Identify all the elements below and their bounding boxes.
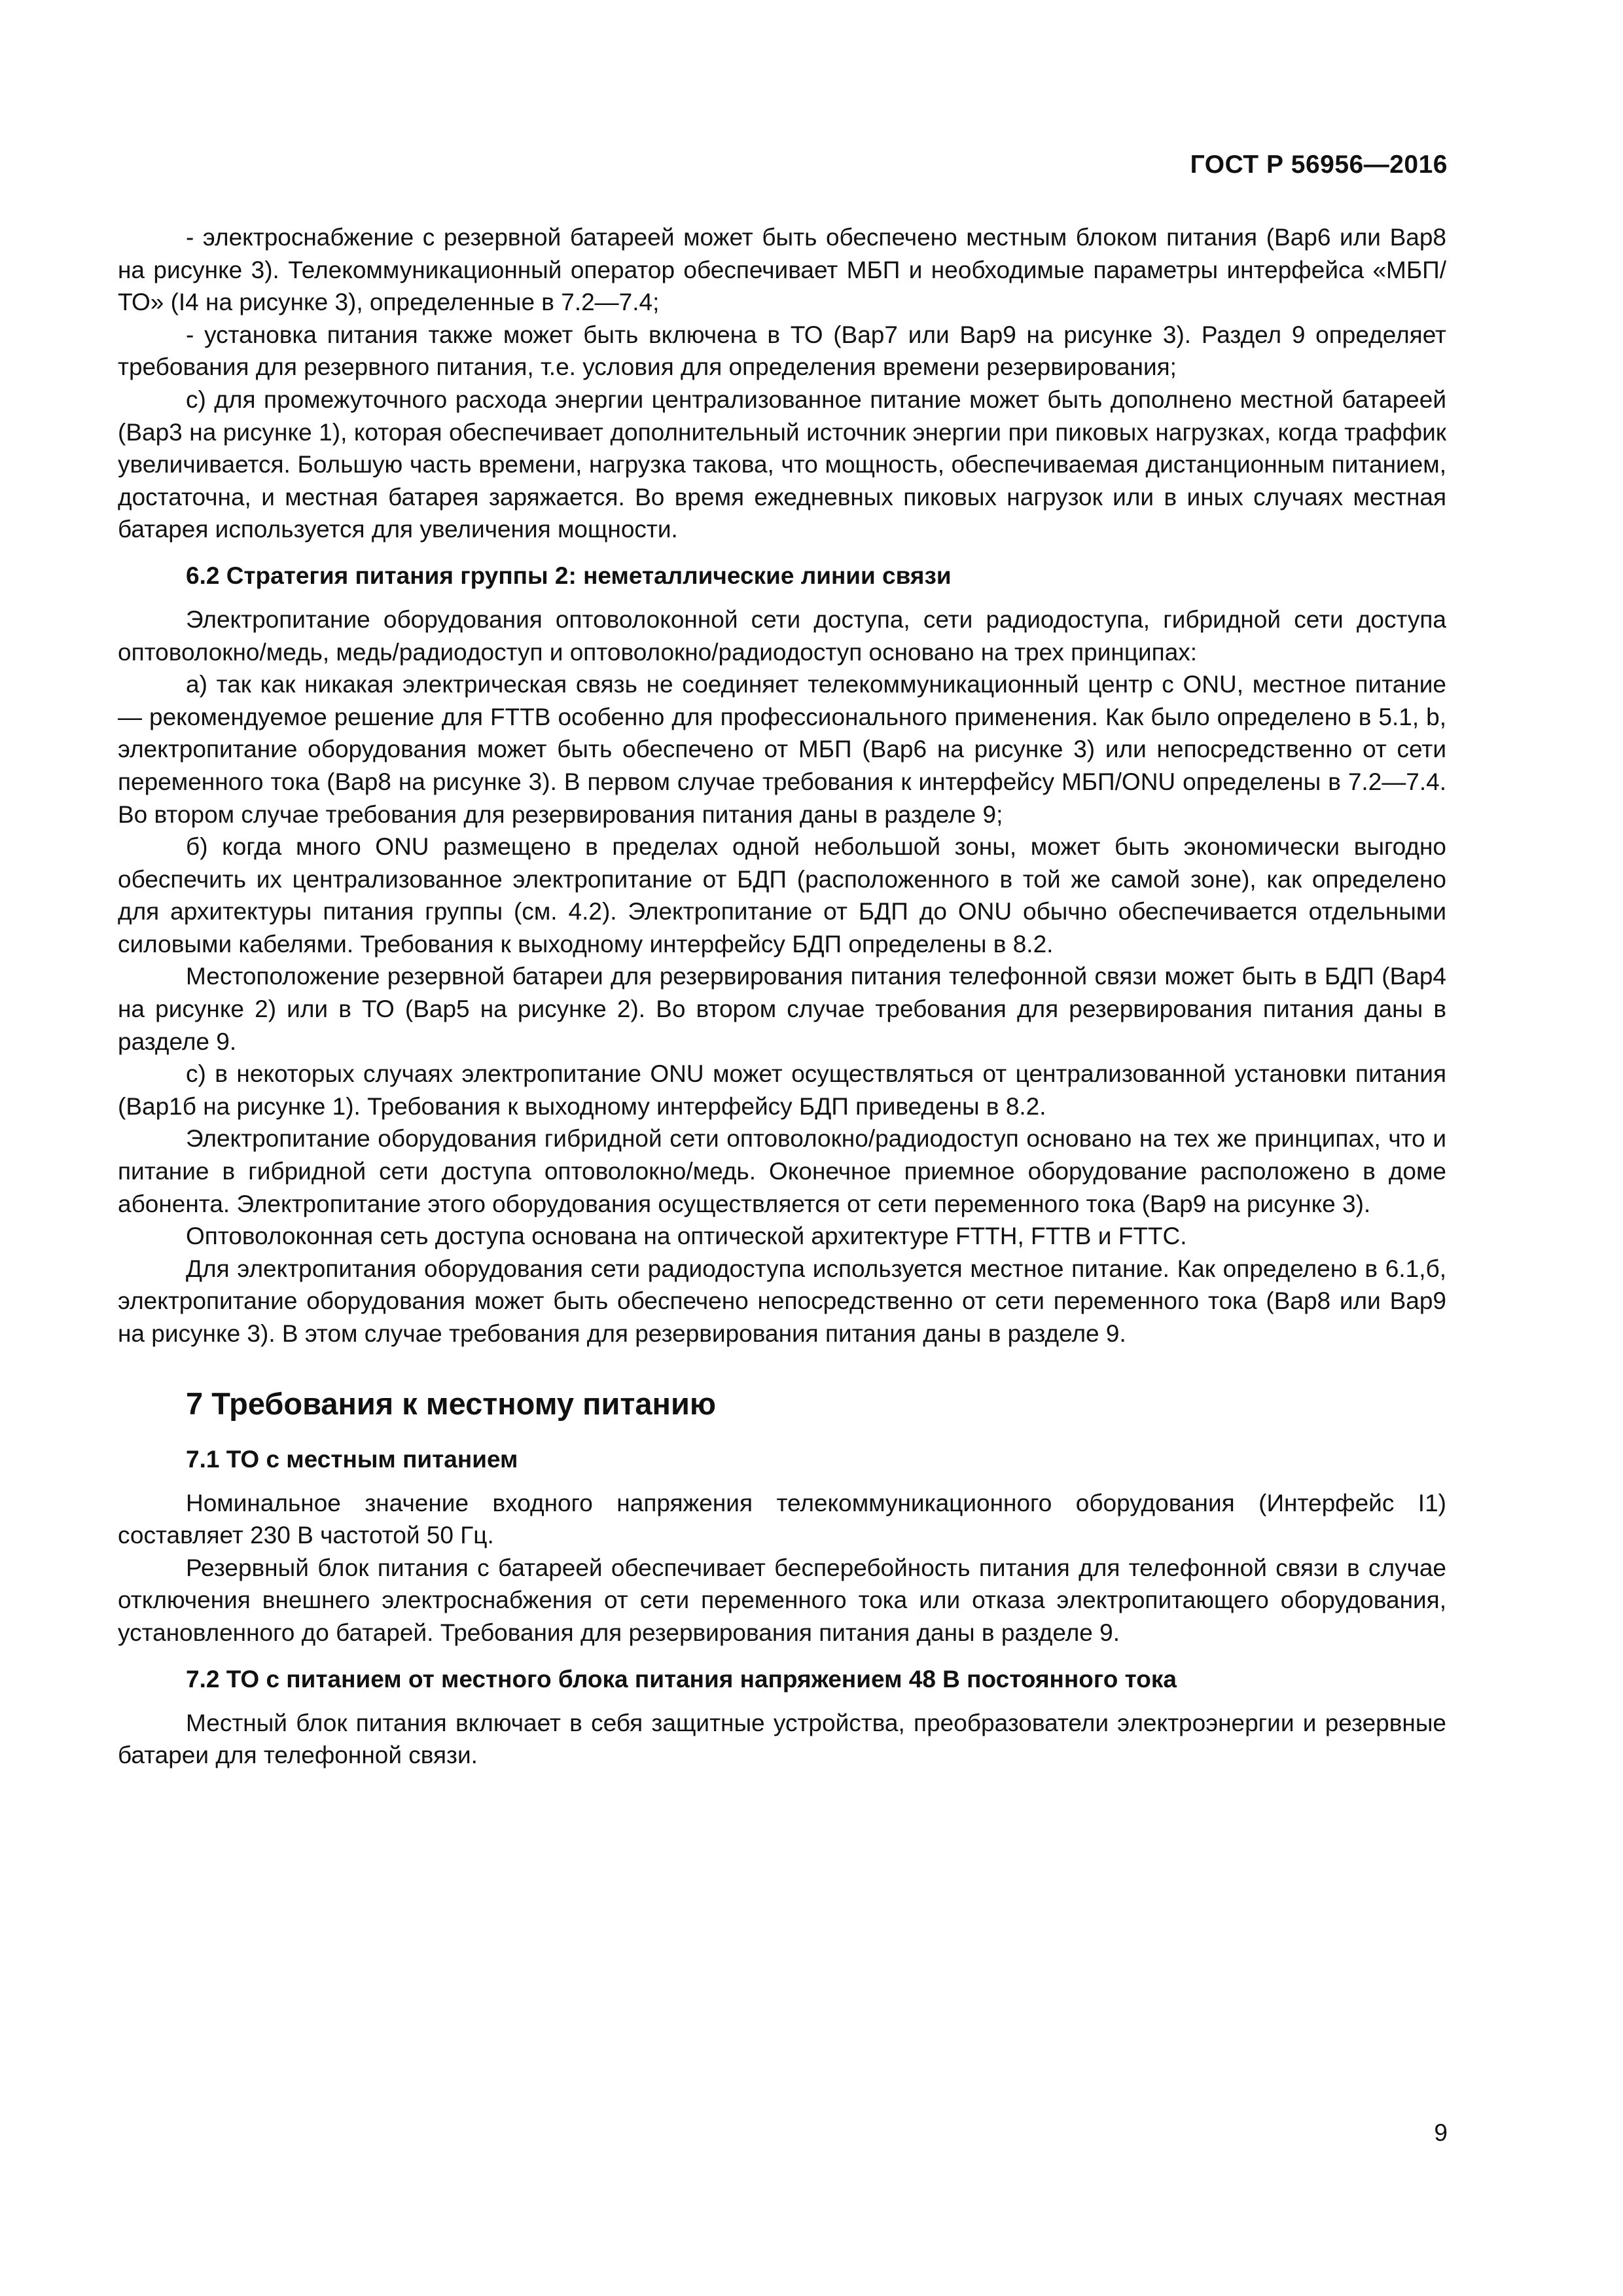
paragraph: - электроснабжение с резервной батареей может быть обеспечено местным блоком питания (Вар6 или Вар8 на рисунке 3). Телекоммуникационный оператор обеспечивает МБП и необходимые параметры интерфейса «МБП/ТО» (I4 на рисунке 3), определенные в 7.2—7.4; (118, 224, 1446, 316)
paragraph: Оптоволоконная сеть доступа основана на оптической архитектуре FTTH, FTTB и FTTC. (186, 1223, 1187, 1250)
paragraph: Номинальное значение входного напряжения телекоммуникационного оборудования (Интерфейс I1) составляет 230 В частотой 50 Гц. (118, 1489, 1446, 1549)
subsection-heading-7-2: 7.2 ТО с питанием от местного блока питания напряжением 48 В постоянного тока (186, 1665, 1177, 1693)
paragraph: - установка питания также может быть включена в ТО (Вар7 или Вар9 на рисунке 3). Раздел 9 определяет требования для резервного питания, т.е. условия для определения времени резервирования; (118, 321, 1446, 381)
paragraph: а) так как никакая электрическая связь не соединяет телекоммуникационный центр с ONU, местное питание — рекомендуемое решение для FTTB особенно для профессионального применения. Как было определено в 5.1, b, электропитание оборудования может быть обеспечено от МБП (Вар6 на рисунке 3) или непосредственно от сети переменного тока (Вар8 на рисунке 3). В первом случае требования к интерфейсу МБП/ONU определены в 7.2—7.4. Во втором случае требования для резервирования питания даны в разделе 9; (118, 671, 1446, 828)
section-heading-7: 7 Требования к местному питанию (186, 1386, 716, 1421)
page-body (118, 221, 1446, 1772)
paragraph: б) когда много ONU размещено в пределах одной небольшой зоны, может быть экономически выгодно обеспечить их централизованное электропитание от БДП (расположенного в той же самой зоне), как определено для архитектуры питания группы (см. 4.2). Электропитание от БДП до ONU обычно обеспечивается отдельными силовыми кабелями. Требования к выходному интерфейсу БДП определены в 8.2. (118, 833, 1446, 958)
paragraph: Резервный блок питания с батареей обеспечивает бесперебойность питания для телефонной связи в случае отключения внешнего электроснабжения от сети переменного тока или отказа электропитающего оборудования, установленного до батарей. Требования для резервирования питания даны в разделе 9. (118, 1554, 1446, 1646)
paragraph: с) в некоторых случаях электропитание ONU может осуществляться от централизованной установки питания (Вар1б на рисунке 1). Требования к выходному интерфейсу БДП приведены в 8.2. (118, 1060, 1446, 1120)
paragraph: Для электропитания оборудования сети радиодоступа используется местное питание. Как определено в 6.1,б, электропитание оборудования может быть обеспечено непосредственно от сети переменного тока (Вар8 или Вар9 на рисунке 3). В этом случае требования для резервирования питания даны в разделе 9. (118, 1255, 1446, 1347)
subsection-heading-7-1: 7.1 ТО с местным питанием (186, 1445, 518, 1473)
standard-code: ГОСТ Р 56956—2016 (1190, 151, 1448, 179)
paragraph: Электропитание оборудования оптоволоконной сети доступа, сети радиодоступа, гибридной сети доступа оптоволокно/медь, медь/радиодоступ и оптоволокно/радиодоступ основано на трех принципах: (118, 605, 1446, 666)
paragraph: Местный блок питания включает в себя защитные устройства, преобразователи электроэнергии и резервные батареи для телефонной связи. (118, 1709, 1446, 1769)
paragraph: Местоположение резервной батареи для резервирования питания телефонной связи может быть в БДП (Вар4 на рисунке 2) или в ТО (Вар5 на рисунке 2). Во втором случае требования для резервирования питания даны в разделе 9. (118, 963, 1446, 1055)
paragraph: с) для промежуточного расхода энергии централизованное питание может быть дополнено местной батареей (Вар3 на рисунке 1), которая обеспечивает дополнительный источник энергии при пиковых нагрузках, когда траффик увеличивается. Большую часть времени, нагрузка такова, что мощность, обеспечиваемая дистанционным питанием, достаточна, и местная батарея заряжается. Во время ежедневных пиковых нагрузок или в иных случаях местная батарея используется для увеличения мощности. (118, 386, 1446, 543)
subsection-heading-6-2: 6.2 Стратегия питания группы 2: неметаллические линии связи (186, 562, 952, 589)
page-number: 9 (1434, 2119, 1448, 2146)
paragraph: Электропитание оборудования гибридной сети оптоволокно/радиодоступ основано на тех же принципах, что и питание в гибридной сети доступа оптоволокно/медь. Оконечное приемное оборудование расположено в доме абонента. Электропитание этого оборудования осуществляется от сети переменного тока (Вар9 на рисунке 3). (118, 1125, 1446, 1217)
